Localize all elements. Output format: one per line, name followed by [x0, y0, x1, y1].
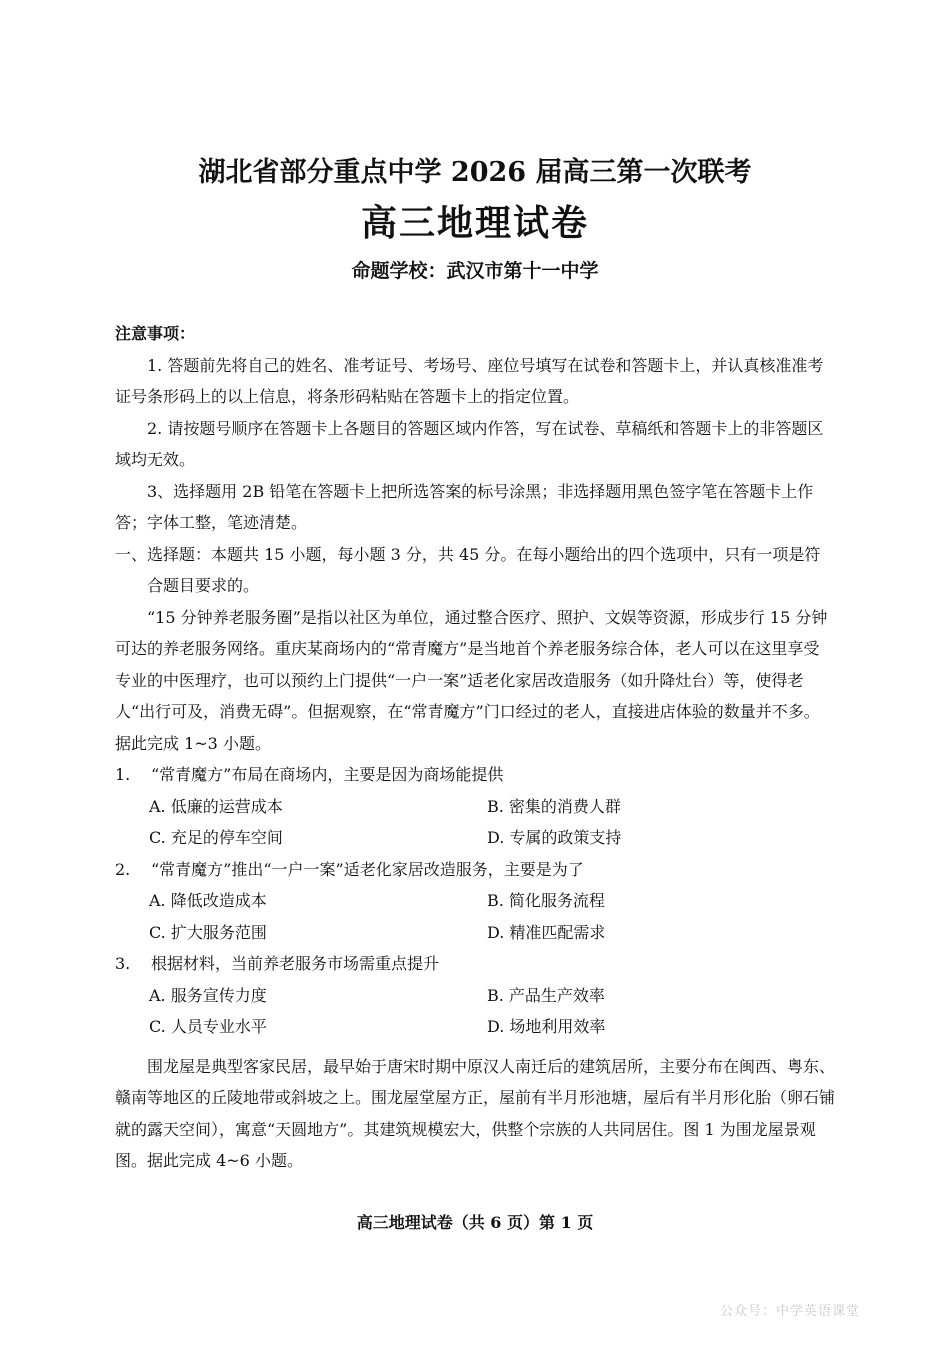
question-number: 1.	[115, 765, 131, 784]
option-a: A. 降低改造成本	[149, 891, 267, 910]
passage-2: 围龙屋是典型客家民居，最早始于唐宋时期中原汉人南迁后的建筑居所，主要分布在闽西、粤东、赣南等地区的丘陵地带或斜坡之上。围龙屋堂屋方正，屋前有半月形池塘，屋后有半月形化胎（卵石铺就的露天空间），寓意“天圆地方”。其建筑规模宏大，供整个宗族的人共同居住。图 1 为围龙屋景观图。据此完成 4~6 小题。	[115, 1056, 836, 1170]
passage-1: “15 分钟养老服务圈”是指以社区为单位，通过整合医疗、照护、文娱等资源，形成步行 15 分钟可达的养老服务网络。重庆某商场内的“常青魔方”是当地首个养老服务综合体，老人可以在这里享受专业的中医理疗，也可以预约上门提供“一户一案”适老化家居改造服务（如升降灶台）等，使得老人“出行可及，消费无碍”。但据观察，在“常青魔方”门口经过的老人，直接进店体验的数量并不多。据此完成 1~3 小题。	[115, 607, 828, 753]
option-d: D. 精准匹配需求	[487, 922, 606, 942]
option-d: D. 场地利用效率	[487, 1017, 606, 1036]
question-stem: 根据材料，当前养老服务市场需重点提升	[151, 954, 440, 973]
question-stem: “常青魔方”布局在商场内，主要是因为商场能提供	[151, 765, 504, 784]
question-1	[115, 759, 835, 854]
question-number: 2.	[115, 859, 131, 879]
exam-content	[115, 318, 835, 1177]
section-heading: 一、选择题：本题共 15 小题，每小题 3 分，共 45 分。在每小题给出的四个选项中，只有一项是符合题目要求的。	[115, 544, 821, 595]
notice-item-3: 3、选择题用 2B 铅笔在答题卡上把所选答案的标号涂黑；非选择题用黑色签字笔在答题卡上作答；字体工整，笔迹清楚。	[115, 481, 814, 532]
option-d: D. 专属的政策支持	[487, 828, 622, 847]
notice-item-1: 1. 答题前先将自己的姓名、准考证号、考场号、座位号填写在试卷和答题卡上，并认真核准准考证号条形码上的以上信息，将条形码粘贴在答题卡上的指定位置。	[115, 355, 824, 406]
notice-heading: 注意事项：	[115, 324, 196, 343]
option-c: C. 人员专业水平	[149, 1017, 267, 1036]
option-c: C. 扩大服务范围	[149, 922, 267, 942]
question-3	[115, 948, 835, 1043]
question-2	[115, 854, 835, 949]
notice-item-2: 2. 请按题号顺序在答题卡上各题目的答题区域内作答，写在试卷、草稿纸和答题卡上的非答题区域均无效。	[115, 418, 824, 469]
subject-title: 高三地理试卷	[360, 202, 589, 244]
option-b: B. 密集的消费人群	[487, 796, 621, 816]
option-a: A. 服务宣传力度	[149, 985, 267, 1005]
question-stem: “常青魔方”推出“一户一案”适老化家居改造服务，主要是为了	[151, 859, 584, 879]
option-c: C. 充足的停车空间	[149, 828, 283, 847]
setter-school: 命题学校：武汉市第十一中学	[351, 260, 599, 282]
option-b: B. 产品生产效率	[487, 985, 605, 1005]
page-footer: 高三地理试卷（共 6 页）第 1 页	[356, 1213, 594, 1232]
watermark: 公众号：中学英语课堂	[720, 1304, 861, 1319]
question-number: 3.	[115, 954, 131, 973]
exam-title: 湖北省部分重点中学 2026 届高三第一次联考	[198, 157, 752, 188]
option-b: B. 简化服务流程	[487, 891, 605, 910]
option-a: A. 低廉的运营成本	[149, 796, 283, 816]
